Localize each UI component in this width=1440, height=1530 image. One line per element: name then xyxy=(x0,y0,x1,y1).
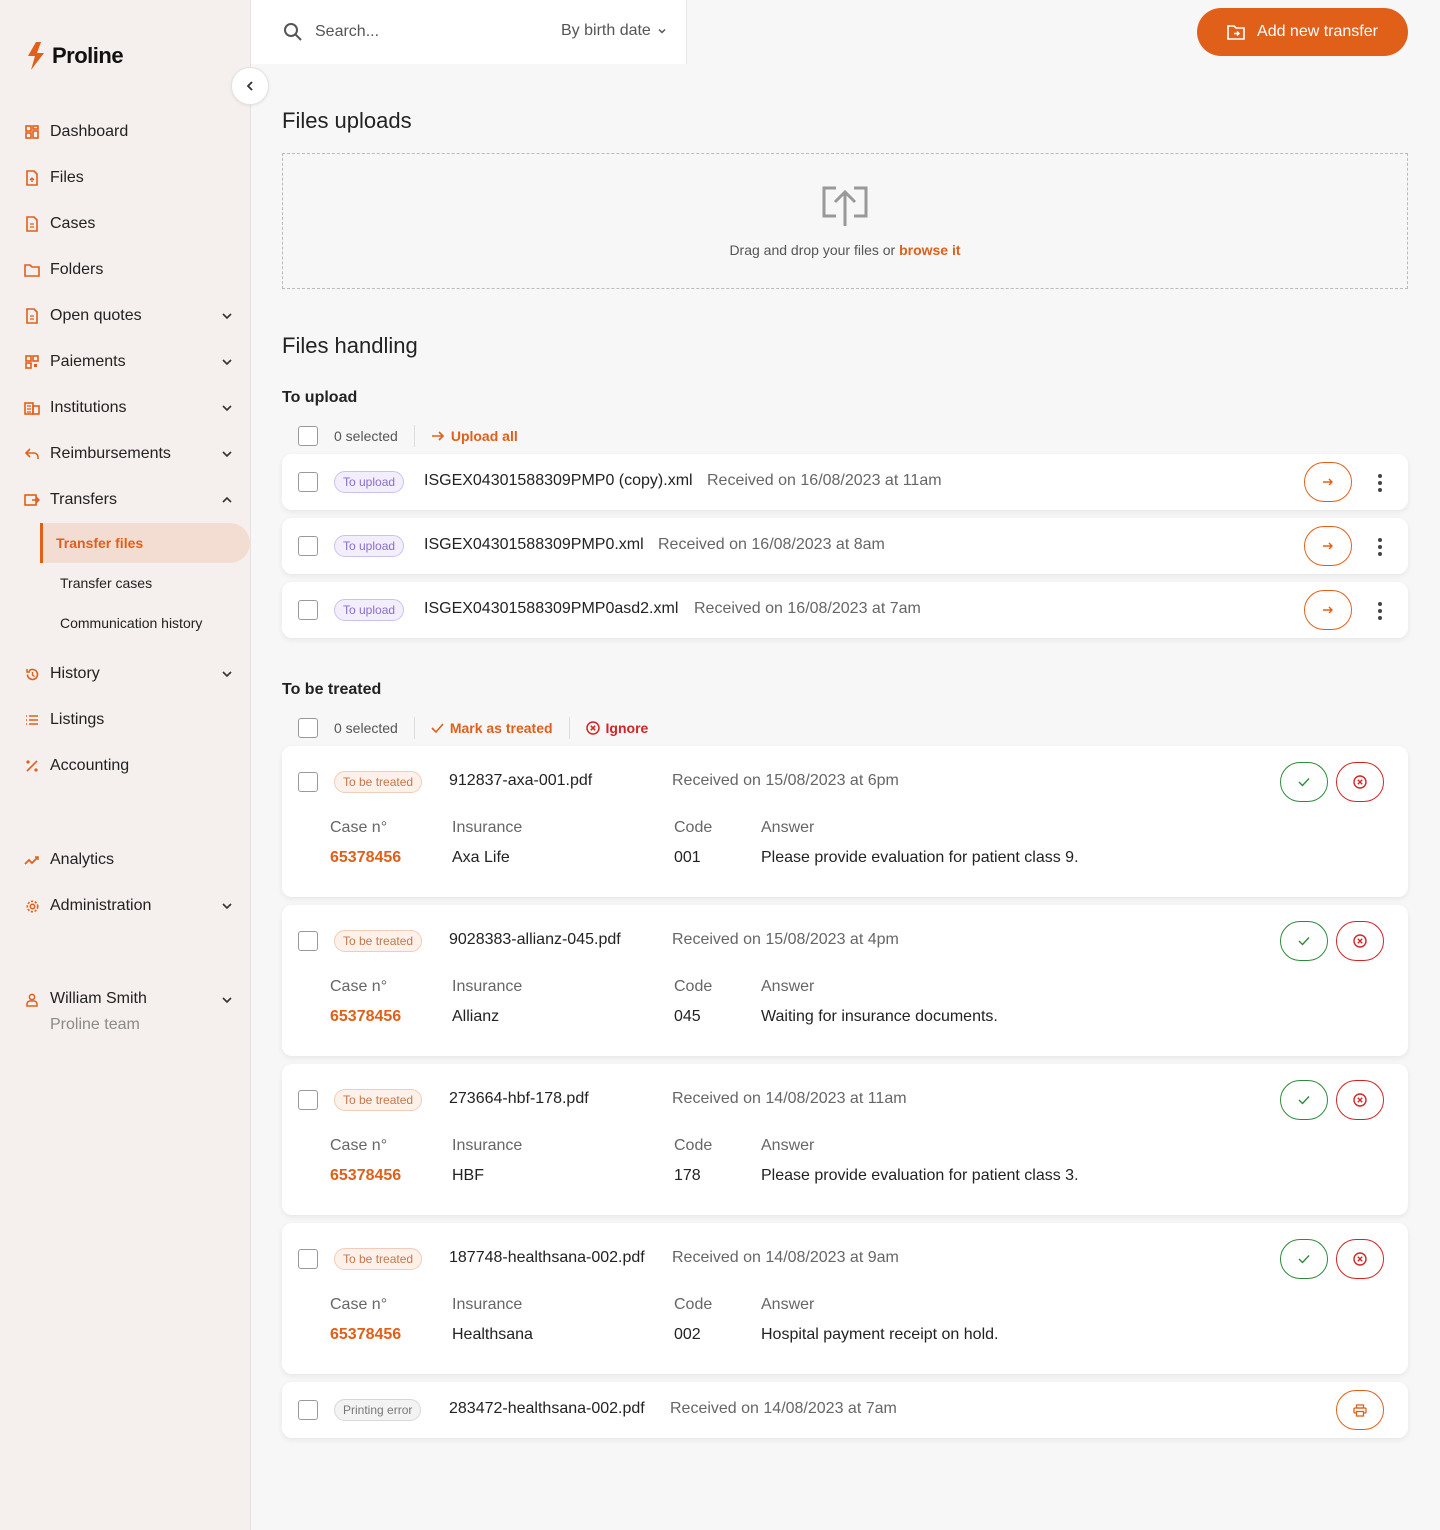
row-checkbox[interactable] xyxy=(298,536,318,556)
topbar xyxy=(251,0,1440,64)
bolt-logo-icon xyxy=(24,42,48,70)
files-handling-title: Files handling xyxy=(282,333,418,358)
mark-treated-button[interactable] xyxy=(1280,1080,1328,1120)
mark-as-treated-label: Mark as treated xyxy=(449,720,553,736)
file-name: 187748-healthsana-002.pdf xyxy=(449,1249,645,1266)
sidebar-item-history[interactable] xyxy=(24,659,234,689)
status-badge: To be treated xyxy=(334,1248,422,1270)
ignore-label: Ignore xyxy=(605,720,649,736)
ignore-file-button[interactable] xyxy=(1336,1080,1384,1120)
divider xyxy=(569,717,570,739)
case-label: Case n° xyxy=(330,978,388,995)
transfer-icon xyxy=(24,492,40,508)
row-checkbox[interactable] xyxy=(298,472,318,492)
print-button[interactable] xyxy=(1336,1390,1384,1430)
to-upload-title: To upload xyxy=(282,389,358,406)
chevron-down-icon xyxy=(220,401,234,415)
user-icon xyxy=(24,992,40,1008)
answer-value: Hospital payment receipt on hold. xyxy=(761,1326,999,1343)
file-name: 273664-hbf-178.pdf xyxy=(449,1090,589,1107)
collapse-sidebar-button[interactable] xyxy=(231,67,269,105)
status-badge: To be treated xyxy=(334,930,422,952)
chevron-down-icon xyxy=(220,899,234,913)
check-icon xyxy=(1298,1254,1310,1264)
to-be-treated-toolbar xyxy=(298,718,648,738)
answer-value: Waiting for insurance documents. xyxy=(761,1008,998,1025)
sidebar-item-label: Listings xyxy=(50,711,105,728)
sidebar-item-dashboard[interactable] xyxy=(24,117,234,147)
insurance-value: Axa Life xyxy=(452,849,510,866)
code-label: Code xyxy=(674,978,713,995)
chevron-up-icon xyxy=(220,493,234,507)
selected-count: 0 selected xyxy=(334,720,398,736)
code-value: 045 xyxy=(674,1008,701,1025)
chevron-down-icon xyxy=(657,26,667,36)
divider xyxy=(414,717,415,739)
close-circle-icon xyxy=(1353,1093,1367,1107)
files-uploads-title: Files uploads xyxy=(282,108,412,133)
file-name: 912837-axa-001.pdf xyxy=(449,772,593,789)
sidebar-item-label: Transfers xyxy=(50,491,117,508)
close-circle-icon xyxy=(586,721,600,735)
received-date: Received on 14/08/2023 at 7am xyxy=(670,1400,897,1417)
user-name: William Smith xyxy=(50,990,147,1007)
ignore-file-button[interactable] xyxy=(1336,1239,1384,1279)
received-date: Received on 14/08/2023 at 11am xyxy=(672,1090,907,1107)
sidebar-item-label: History xyxy=(50,665,100,682)
row-checkbox[interactable] xyxy=(298,1090,318,1110)
search-bar xyxy=(251,0,687,64)
sidebar-item-label: Folders xyxy=(50,261,104,278)
answer-label: Answer xyxy=(761,819,815,836)
sidebar-item-paiements[interactable] xyxy=(24,347,234,377)
list-item xyxy=(282,905,1408,1056)
brand-name: Proline xyxy=(52,43,124,68)
row-checkbox[interactable] xyxy=(298,1249,318,1269)
sidebar-item-label: Administration xyxy=(50,897,152,914)
mark-treated-button[interactable] xyxy=(1280,762,1328,802)
sidebar-item-label: Files xyxy=(50,169,84,186)
ignore-file-button[interactable] xyxy=(1336,762,1384,802)
file-name: ISGEX04301588309PMP0 (copy).xml xyxy=(424,472,693,489)
sidebar xyxy=(0,0,251,1530)
received-date: Received on 15/08/2023 at 4pm xyxy=(672,931,899,948)
received-date: Received on 15/08/2023 at 6pm xyxy=(672,772,899,789)
insurance-label: Insurance xyxy=(452,1137,523,1154)
upload-icon xyxy=(822,184,868,228)
analytics-icon xyxy=(24,852,40,868)
list-item xyxy=(282,518,1408,574)
sidebar-subitem-communication-history[interactable]: Communication history xyxy=(60,615,203,631)
select-all-checkbox[interactable] xyxy=(298,426,318,446)
sidebar-item-label: Paiements xyxy=(50,353,126,370)
arrow-right-icon xyxy=(1322,604,1334,616)
chevron-down-icon xyxy=(220,309,234,323)
code-label: Code xyxy=(674,819,713,836)
search-icon xyxy=(283,22,303,42)
status-badge: To upload xyxy=(334,535,404,557)
sidebar-item-institutions[interactable] xyxy=(24,393,234,423)
code-value: 178 xyxy=(674,1167,701,1184)
upload-all-label: Upload all xyxy=(450,428,518,444)
return-icon xyxy=(24,446,40,462)
list-item xyxy=(282,1223,1408,1374)
sidebar-item-files[interactable] xyxy=(24,163,234,193)
dashboard-icon xyxy=(24,124,40,140)
mark-treated-button[interactable] xyxy=(1280,1239,1328,1279)
dropzone-text xyxy=(729,242,960,258)
divider xyxy=(414,425,415,447)
building-icon xyxy=(24,400,40,416)
list-item xyxy=(282,1064,1408,1215)
gear-icon xyxy=(24,898,40,914)
to-be-treated-title: To be treated xyxy=(282,681,382,698)
upload-file-button[interactable] xyxy=(1304,526,1352,566)
received-date: Received on 16/08/2023 at 8am xyxy=(658,536,885,553)
check-icon xyxy=(1298,1095,1310,1105)
status-badge: To upload xyxy=(334,471,404,493)
check-icon xyxy=(1298,936,1310,946)
printer-icon xyxy=(1353,1404,1367,1417)
chevron-down-icon xyxy=(220,355,234,369)
arrow-right-icon xyxy=(1322,476,1334,488)
history-icon xyxy=(24,666,40,682)
user-team: Proline team xyxy=(50,1016,140,1033)
chevron-left-icon xyxy=(244,80,256,92)
sidebar-item-listings[interactable] xyxy=(24,705,234,735)
list-item xyxy=(282,582,1408,638)
more-options-icon[interactable] xyxy=(1376,474,1384,492)
select-all-checkbox[interactable] xyxy=(298,718,318,738)
sidebar-item-reimbursements[interactable] xyxy=(24,439,234,469)
close-circle-icon xyxy=(1353,1252,1367,1266)
search-input[interactable] xyxy=(315,23,545,41)
more-options-icon[interactable] xyxy=(1376,538,1384,556)
sidebar-item-label: Open quotes xyxy=(50,307,142,324)
upload-file-button[interactable] xyxy=(1304,462,1352,502)
add-new-transfer-label: Add new transfer xyxy=(1257,23,1378,40)
search-filter-label: By birth date xyxy=(561,22,651,39)
search-filter-dropdown[interactable] xyxy=(561,22,667,40)
insurance-label: Insurance xyxy=(452,1296,523,1313)
row-checkbox[interactable] xyxy=(298,600,318,620)
chevron-down-icon xyxy=(220,993,234,1007)
document-icon xyxy=(24,216,40,232)
mark-as-treated-button[interactable] xyxy=(431,720,553,736)
mark-treated-button[interactable] xyxy=(1280,921,1328,961)
row-checkbox[interactable] xyxy=(298,931,318,951)
ignore-button[interactable] xyxy=(586,720,649,736)
sidebar-item-label: Institutions xyxy=(50,399,127,416)
answer-label: Answer xyxy=(761,1296,815,1313)
sidebar-item-label: Dashboard xyxy=(50,123,129,140)
insurance-label: Insurance xyxy=(452,978,523,995)
percent-icon xyxy=(24,758,40,774)
to-upload-toolbar xyxy=(298,426,518,446)
status-badge: To upload xyxy=(334,599,404,621)
sidebar-item-administration[interactable] xyxy=(24,891,234,921)
file-name: ISGEX04301588309PMP0asd2.xml xyxy=(424,600,679,617)
case-number-link[interactable]: 65378456 xyxy=(330,1167,402,1184)
status-badge: Printing error xyxy=(334,1399,421,1421)
case-number-link[interactable]: 65378456 xyxy=(330,849,402,866)
upload-file-button[interactable] xyxy=(1304,590,1352,630)
file-name: 9028383-allianz-045.pdf xyxy=(449,931,621,948)
file-name: 283472-healthsana-002.pdf xyxy=(449,1400,645,1417)
sidebar-item-cases[interactable] xyxy=(24,209,234,239)
ignore-file-button[interactable] xyxy=(1336,921,1384,961)
close-circle-icon xyxy=(1353,775,1367,789)
answer-value: Please provide evaluation for patient class 3. xyxy=(761,1167,1079,1184)
arrow-right-icon xyxy=(431,430,445,442)
folder-icon xyxy=(24,262,40,278)
close-circle-icon xyxy=(1353,934,1367,948)
insurance-value: HBF xyxy=(452,1167,484,1184)
received-date: Received on 16/08/2023 at 11am xyxy=(707,472,942,489)
check-icon xyxy=(1298,777,1310,787)
chevron-down-icon xyxy=(220,447,234,461)
row-checkbox[interactable] xyxy=(298,1400,318,1420)
document-icon xyxy=(24,308,40,324)
received-date: Received on 14/08/2023 at 9am xyxy=(672,1249,899,1266)
brand-logo[interactable] xyxy=(24,42,123,70)
sidebar-item-open-quotes[interactable] xyxy=(24,301,234,331)
answer-label: Answer xyxy=(761,1137,815,1154)
code-value: 002 xyxy=(674,1326,701,1343)
list-item xyxy=(282,746,1408,897)
case-label: Case n° xyxy=(330,819,388,836)
arrow-right-icon xyxy=(1322,540,1334,552)
file-icon xyxy=(24,170,40,186)
sidebar-item-accounting[interactable] xyxy=(24,751,234,781)
case-label: Case n° xyxy=(330,1296,388,1313)
insurance-value: Allianz xyxy=(452,1008,500,1025)
answer-label: Answer xyxy=(761,978,815,995)
chevron-down-icon xyxy=(220,667,234,681)
check-icon xyxy=(431,722,444,734)
sidebar-item-label: Analytics xyxy=(50,851,115,868)
selected-count: 0 selected xyxy=(334,428,398,444)
upload-all-button[interactable] xyxy=(431,428,518,444)
status-badge: To be treated xyxy=(334,771,422,793)
file-name: ISGEX04301588309PMP0.xml xyxy=(424,536,644,553)
code-label: Code xyxy=(674,1137,713,1154)
add-new-transfer-button[interactable] xyxy=(1197,8,1408,56)
received-date: Received on 16/08/2023 at 7am xyxy=(694,600,921,617)
row-checkbox[interactable] xyxy=(298,772,318,792)
sidebar-item-label: Accounting xyxy=(50,757,130,774)
status-badge: To be treated xyxy=(334,1089,422,1111)
answer-value: Please provide evaluation for patient class 9. xyxy=(761,849,1079,866)
case-label: Case n° xyxy=(330,1137,388,1154)
list-icon xyxy=(24,712,40,728)
code-value: 001 xyxy=(674,849,701,866)
sidebar-item-transfers[interactable] xyxy=(24,485,234,515)
sidebar-item-label: Reimbursements xyxy=(50,445,171,462)
folder-add-icon xyxy=(1227,24,1245,40)
case-number-link[interactable]: 65378456 xyxy=(330,1008,402,1025)
case-number-link[interactable]: 65378456 xyxy=(330,1326,402,1343)
list-item xyxy=(282,1382,1408,1438)
sidebar-item-analytics[interactable] xyxy=(24,845,234,875)
sidebar-item-label: Cases xyxy=(50,215,96,232)
sidebar-subitem-transfer-cases[interactable]: Transfer cases xyxy=(60,575,153,591)
grid-icon xyxy=(24,354,40,370)
code-label: Code xyxy=(674,1296,713,1313)
insurance-label: Insurance xyxy=(452,819,523,836)
browse-link[interactable]: browse it xyxy=(899,242,961,258)
dropzone-instructions: Drag and drop your files or xyxy=(729,242,900,258)
sidebar-subitem-transfer-files[interactable]: Transfer files xyxy=(40,523,250,563)
list-item xyxy=(282,454,1408,510)
sidebar-item-folders[interactable] xyxy=(24,255,234,285)
more-options-icon[interactable] xyxy=(1376,602,1384,620)
file-dropzone[interactable] xyxy=(282,153,1408,289)
insurance-value: Healthsana xyxy=(452,1326,533,1343)
